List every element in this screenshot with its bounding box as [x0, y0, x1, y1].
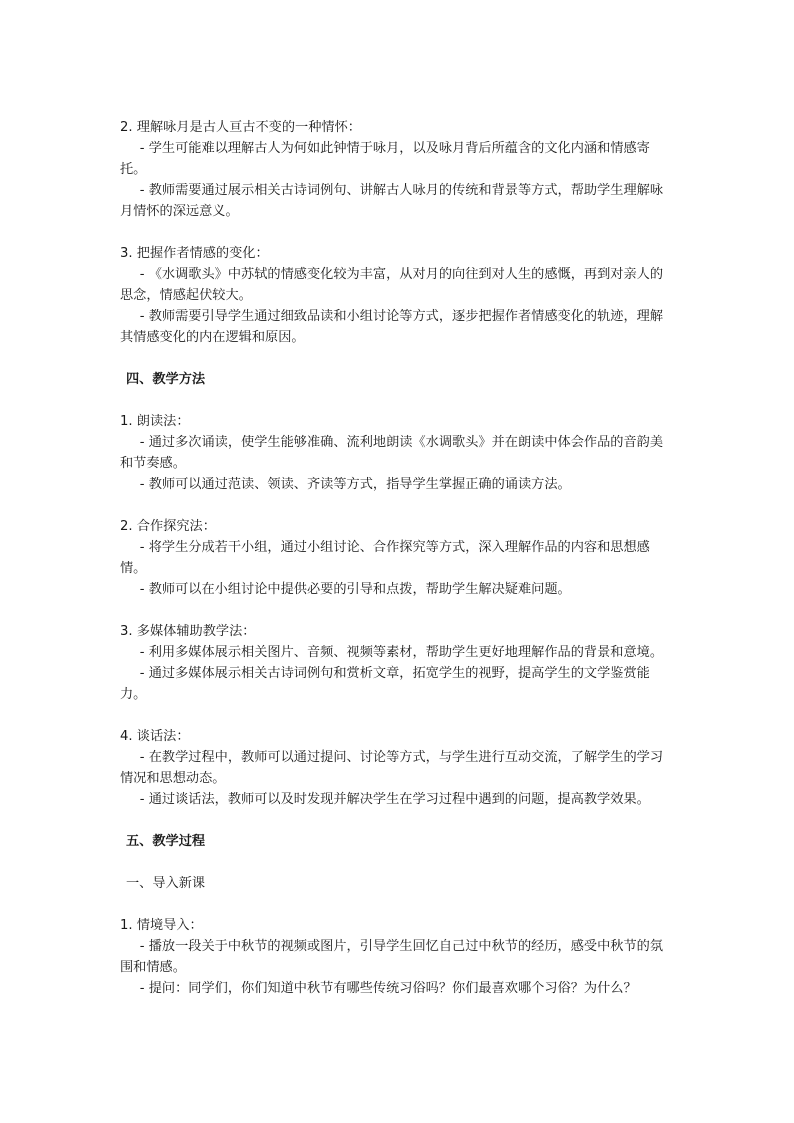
sub-item: - 通过谈话法，教师可以及时发现并解决学生在学习过程中遇到的问题，提高教学效果。 [139, 792, 650, 807]
section-heading: 五、教学过程 [126, 834, 206, 849]
subsection-heading: 一、导入新课 [126, 876, 206, 891]
sub-item: - 教师可以在小组讨论中提供必要的引导和点拨，帮助学生解决疑难问题。 [139, 582, 571, 597]
sub-item: - 教师需要引导学生通过细致品读和小组讨论等方式，逐步把握作者情感变化的轨迹，理解其情感变化的内在逻辑和原因。 [120, 309, 664, 345]
sub-item: - 在教学过程中，教师可以通过提问、讨论等方式，与学生进行互动交流，了解学生的学习情况和思想动态。 [120, 750, 664, 786]
paragraph-gap [120, 495, 676, 516]
sub-item: - 教师需要通过展示相关古诗词例句、讲解古人咏月的传统和背景等方式，帮助学生理解咏月情怀的深远意义。 [120, 183, 664, 219]
sub-item: - 利用多媒体展示相关图片、音频、视频等素材，帮助学生更好地理解作品的背景和意境。 [139, 645, 664, 660]
sub-item: - 教师可以通过范读、领读、齐读等方式，指导学生掌握正确的诵读方法。 [139, 477, 571, 492]
list-item: 1. 情境导入： [120, 918, 203, 933]
list-item: 2. 合作探究法： [120, 519, 216, 534]
document-body [120, 117, 676, 999]
sub-item: - 播放一段关于中秋节的视频或图片，引导学生回忆自己过中秋节的经历，感受中秋节的氛围和情感。 [120, 939, 664, 975]
paragraph-gap [120, 600, 676, 621]
section-heading: 四、教学方法 [126, 372, 206, 387]
sub-item: - 《水调歌头》中苏轼的情感变化较为丰富，从对月的向往到对人生的感慨，再到对亲人的思念，情感起伏较大。 [120, 267, 664, 303]
sub-item: - 提问：同学们，你们知道中秋节有哪些传统习俗吗？你们最喜欢哪个习俗？为什么？ [139, 981, 637, 996]
sub-item: - 将学生分成若干小组，通过小组讨论、合作探究等方式，深入理解作品的内容和思想感情。 [120, 540, 650, 576]
paragraph-gap [120, 390, 676, 411]
sub-item: - 通过多媒体展示相关古诗词例句和赏析文章，拓宽学生的视野，提高学生的文学鉴赏能力。 [120, 666, 650, 702]
list-item: 4. 谈话法： [120, 729, 190, 744]
sub-item: - 学生可能难以理解古人为何如此钟情于咏月，以及咏月背后所蕴含的文化内涵和情感寄托。 [120, 141, 650, 177]
list-item: 3. 多媒体辅助教学法： [120, 624, 256, 639]
list-item: 3. 把握作者情感的变化： [120, 246, 269, 261]
paragraph-gap [120, 705, 676, 726]
list-item: 1. 朗读法： [120, 414, 190, 429]
paragraph-gap [120, 852, 676, 873]
paragraph-gap [120, 222, 676, 243]
paragraph-gap [120, 894, 676, 915]
paragraph-gap [120, 810, 676, 831]
list-item: 2. 理解咏月是古人亘古不变的一种情怀： [120, 120, 361, 135]
paragraph-gap [120, 348, 676, 369]
sub-item: - 通过多次诵读，使学生能够准确、流利地朗读《水调歌头》并在朗读中体会作品的音韵美和节奏感。 [120, 435, 664, 471]
